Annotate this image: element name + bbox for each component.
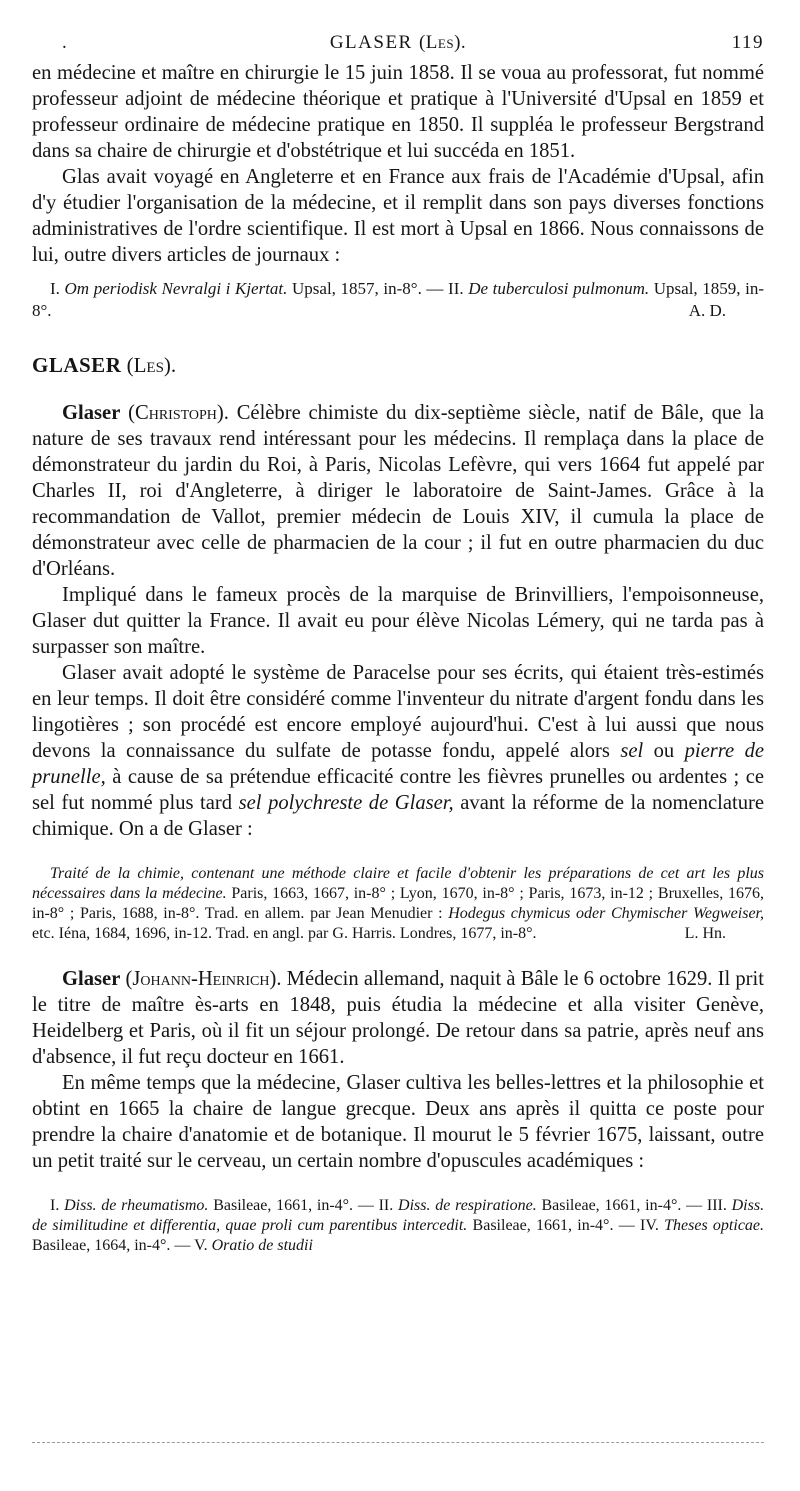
christoph-ref-title: Traité de la chimie, contenant une méthode claire et facile d'obtenir les préparations de cet art les plus nécessaires dans la médecine.	[32, 865, 764, 902]
johann-ref-4-number: IV.	[640, 1217, 659, 1234]
christoph-ref-editions: Paris, 1663, 1667, in-8° ; Lyon, 1670, in-8° ; Paris, 1673, in-12 ; Bruxelles, 1676, in-8° ; Paris, 1688, in-8°. Trad. en allem. par Jean Menudier :	[32, 885, 765, 922]
section-heading-paren: (Les).	[126, 353, 177, 377]
christoph-given-name: (Christoph).	[128, 402, 229, 424]
page-number: 119	[731, 32, 764, 53]
work-1-details: Upsal, 1857, in-8°. —	[292, 279, 444, 298]
johann-ref-2-details: Basileae, 1661, in-4°. —	[541, 1197, 703, 1214]
johann-ref-1-title: Diss. de rheumatismo.	[64, 1197, 209, 1214]
work-1-title: Om periodisk Nevralgi i Kjertat.	[64, 279, 288, 298]
christoph-paragraph-2: Impliqué dans le fameux procès de la marquise de Brinvilliers, l'empoisonneuse, Glaser dut quitter la France. Il avait eu pour élève Nicolas Lémery, qui ne tarda pas à surpasser son maître.	[32, 584, 764, 658]
johann-ref-1-details: Basileae, 1661, in-4°. —	[213, 1197, 374, 1214]
header-title-paren: (Les).	[418, 32, 467, 53]
christoph-para3-part-a: Glaser avait adopté le système de Paracelse pour ses écrits, qui étaient très-estimés en leur temps. Il doit être considéré comme l'inventeur du nitrate d'argent fondu dans les lingotières ; son procédé est encore employé aujourd'hui. C'est à lui aussi que nous devons la connaissance du sulfate de potasse fondu, appelé alors	[32, 662, 764, 762]
christoph-para3-term-pierre: pierre de prunelle,	[32, 740, 765, 788]
johann-ref-3-number: III.	[706, 1197, 727, 1214]
johann-ref-3-details: Basileae, 1661, in-4°. —	[472, 1217, 635, 1234]
work-1-number: I.	[50, 279, 60, 298]
christoph-ref-title-2: Hodegus chymicus oder Chymischer Wegweiser,	[448, 905, 765, 922]
intro-paragraph-2: Glas avait voyagé en Angleterre et en France aux frais de l'Académie d'Upsal, afin d'y étudier l'organisation de la médecine, et il remplit dans son pays diverses fonctions administratives de l'ordre scientifique. Il est mort à Upsal en 1866. Nous connaissons de lui, outre divers articles de journaux :	[32, 166, 764, 266]
johann-ref-4-title: Theses opticae.	[664, 1217, 765, 1234]
section-heading-name: GLASER	[32, 353, 122, 377]
johann-bibliography	[32, 1196, 764, 1256]
section-heading	[32, 352, 764, 378]
running-head	[32, 32, 764, 60]
work-2-number: II.	[448, 279, 464, 298]
johann-paragraph-2: En même temps que la médecine, Glaser cultiva les belles-lettres et la philosophie et obtint en 1665 la chaire de langue grecque. Deux ans après il quitta ce poste pour prendre la chaire d'anatomie et de botanique. Il mourut le 5 février 1675, laissant, outre un petit traité sur le cerveau, un certain nombre d'opuscules académiques :	[32, 1072, 764, 1172]
intro-paragraph-1: en médecine et maître en chirurgie le 15 juin 1858. Il se voua au professorat, fut nommé professeur adjoint de médecine théorique et pratique à l'Université d'Upsal en 1859 et professeur ordinaire de médecine pratique en 1850. Il suppléa le professeur Bergstrand dans sa chaire de chirurgie et d'obstétrique et lui succéda en 1851.	[32, 62, 764, 162]
johann-ref-4-details: Basileae, 1664, in-4°. —	[32, 1237, 191, 1254]
christoph-para3-part-d: avant la réforme de la nomenclature chimique. On a de Glaser :	[32, 792, 765, 840]
christoph-para3-part-c: à cause de sa prétendue efficacité contre les fièvres prunelles ou ardentes ; ce sel fut nommé plus tard	[32, 766, 764, 814]
christoph-para3-term-sel: sel	[620, 740, 644, 762]
johann-ref-1-number: I.	[50, 1197, 60, 1214]
header-marker: .	[62, 32, 69, 53]
johann-ref-2-number: II.	[378, 1197, 394, 1214]
johann-ref-3-title: Diss. de similitudine et differentia, quae proli cum parentibus intercedit.	[32, 1197, 765, 1234]
intro-works-list	[32, 278, 764, 322]
christoph-entry-paragraph-1	[32, 400, 764, 582]
christoph-paragraph-3	[32, 660, 764, 842]
johann-paragraph-1-text: Médecin allemand, naquit à Bâle le 6 octobre 1629. Il prit le titre de maître ès-arts en 1848, puis étudia la médecine et alla visiter Genève, Heidelberg et Paris, où il fit un séjour prolongé. De retour dans sa patrie, après neuf ans d'absence, il fut reçu docteur en 1661.	[32, 968, 764, 1068]
christoph-para3-part-b: ou	[653, 740, 675, 762]
work-2-details: Upsal, 1859, in-8°.	[32, 279, 765, 320]
christoph-ref-translations: etc. Iéna, 1684, 1696, in-12. Trad. en angl. par G. Harris. Londres, 1677, in-8°.	[32, 925, 537, 942]
intro-signature: A. D.	[688, 301, 726, 320]
johann-surname: Glaser	[62, 968, 121, 990]
johann-entry-paragraph-1	[32, 966, 764, 1070]
christoph-surname: Glaser	[62, 402, 121, 424]
johann-ref-5-number: V.	[194, 1237, 208, 1254]
christoph-para3-term-polychreste: sel polychreste de Glaser,	[238, 792, 454, 814]
work-2-title: De tuberculosi pulmonum.	[468, 279, 650, 298]
johann-given-name: (Johann-Heinrich).	[125, 968, 282, 990]
johann-ref-2-title: Diss. de respiratione.	[398, 1197, 537, 1214]
header-title-main: GLASER	[329, 32, 413, 53]
christoph-bibliography	[32, 864, 764, 944]
christoph-paragraph-1-text: Célèbre chimiste du dix-septième siècle, natif de Bâle, que la nature de ses travaux rend intéressant pour les médecins. Il remplaça dans la place de démonstrateur du jardin du Roi, à Paris, Nicolas Lefèvre, qui vers 1664 fut appelé par Charles II, roi d'Angleterre, à diriger le laboratoire de Saint-James. Grâce à la recommandation de Vallot, premier médecin de Louis XIV, il cumula la place de démonstrateur avec celle de pharmacien de la cour ; il fut en outre pharmacien du duc d'Orléans.	[32, 402, 764, 580]
header-title	[32, 32, 764, 54]
footer-rule	[32, 1442, 764, 1443]
johann-ref-5-title: Oratio de studii	[211, 1237, 313, 1254]
christoph-signature: L. Hn.	[684, 925, 726, 942]
